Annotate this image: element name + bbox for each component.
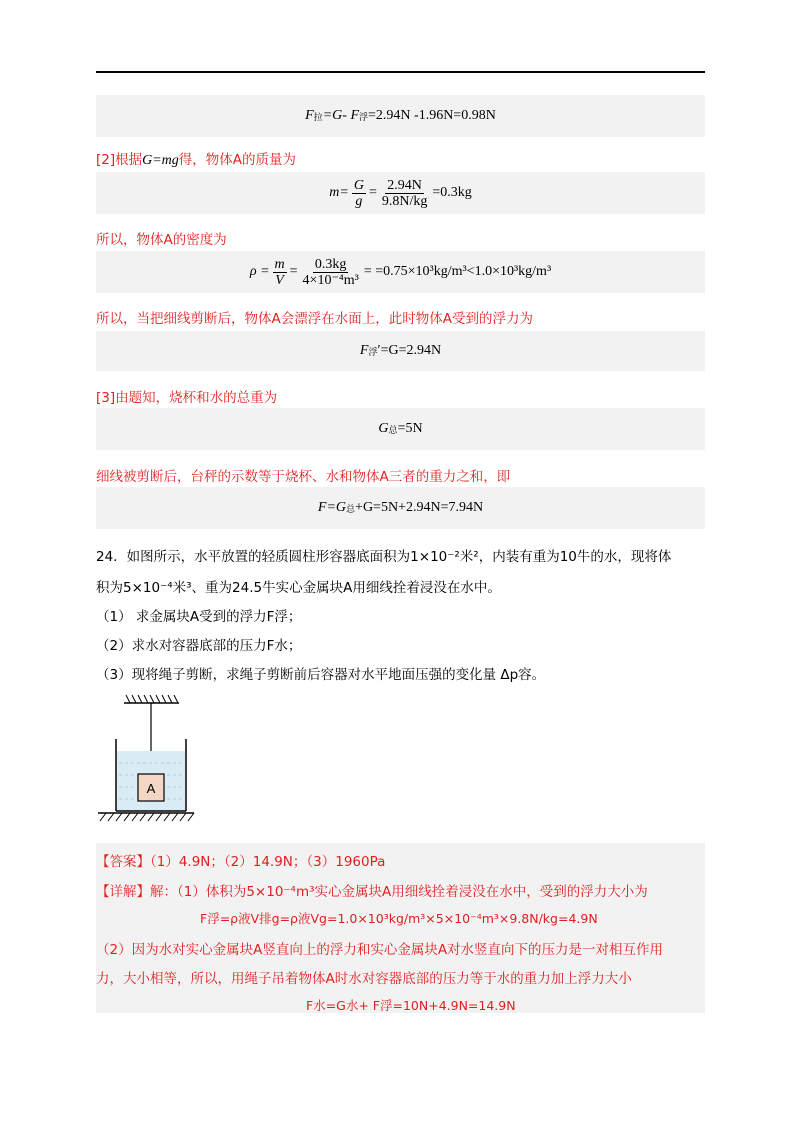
answer-detail-2a: （2）因为水对实心金属块A竖直向上的浮力和实心金属块A对水竖直向下的压力是一对相互作用 <box>96 942 664 958</box>
formula-tension-eq: =G- F <box>322 108 360 123</box>
fraction-m-over-v <box>273 257 287 288</box>
answer-buoyancy-formula: F浮=ρ液V排g=ρ液Vg=1.0×10³kg/m³×5×10⁻⁴m³×9.8N/kg=4.9N <box>200 911 598 926</box>
fraction-num: m <box>274 256 285 272</box>
formula-scale <box>96 487 705 529</box>
formula-float-lhs: F <box>359 343 369 358</box>
formula-density <box>96 251 705 293</box>
ceiling-support <box>124 695 179 703</box>
formula-total-weight <box>96 408 705 450</box>
formula-tension-f-sub: 浮 <box>359 111 369 122</box>
question-24-part1: （1） 求金属块A受到的浮力F浮； <box>96 609 302 625</box>
question-24-part2: （2）求水对容器底部的压力F水； <box>96 638 302 654</box>
answer-label: 【答案】（1）4.9N；（2）14.9N；（3）1960Pa <box>96 854 386 870</box>
formula-density-rhs: = =0.75×10³kg/m³<1.0×10³kg/m³ <box>363 264 552 279</box>
fraction-density-values <box>301 257 361 288</box>
step-density-text: 所以，物体A的密度为 <box>96 232 227 248</box>
answer-detail-2b: 力，大小相等，所以，用绳子吊着物体A时水对容器底部的压力等于水的重力加上浮力大小 <box>96 971 632 987</box>
question-24-line2: 积为5×10⁻⁴米³、重为24.5牛实心金属块A用细线拴着浸没在水中。 <box>96 580 501 596</box>
step-float-text: 所以，当把细线剪断后，物体A会漂浮在水面上，此时物体A受到的浮力为 <box>96 311 533 327</box>
formula-scale-lhs: F=G <box>317 500 347 515</box>
formula-mass <box>96 172 705 214</box>
fraction-g-over-g <box>352 178 366 209</box>
formula-total-lhs: G <box>378 421 389 436</box>
header-rule <box>96 71 705 73</box>
formula-float-sub: 浮 <box>368 346 378 357</box>
formula-mass-lhs: m= <box>329 185 349 200</box>
step-2-formula: G=mg <box>142 153 179 168</box>
fraction-values <box>380 178 430 209</box>
container-diagram <box>96 693 196 829</box>
formula-density-eq: = <box>289 264 298 279</box>
formula-float-rhs: ′=G=2.94N <box>377 343 442 358</box>
fraction-den: g <box>355 193 363 209</box>
block-label: A <box>146 781 156 796</box>
fraction-den: V <box>275 272 284 288</box>
step-3-text: [3]由题知，烧杯和水的总重为 <box>96 390 278 406</box>
formula-tension-lhs: F <box>305 108 314 123</box>
answer-detail-1: 【详解】解：（1）体积为5×10⁻⁴m³实心金属块A用细线拴着浸没在水中，受到的浮力大小为 <box>96 884 648 900</box>
formula-tension <box>96 95 705 137</box>
answer-block <box>96 843 705 1013</box>
fraction-den: 9.8N/kg <box>381 193 428 209</box>
formula-tension-lhs-sub: 拉 <box>313 111 323 122</box>
step-2-tail: 得，物体A的质量为 <box>178 152 297 168</box>
formula-total-sub: 总 <box>388 424 398 435</box>
formula-scale-rhs: +G=5N+2.94N=7.94N <box>355 500 484 515</box>
question-24-line1: 24．如图所示，水平放置的轻质圆柱形容器底面积为1×10⁻²米²，内装有重为10牛的水，现将体 <box>96 549 672 565</box>
fraction-num: 2.94N <box>387 177 422 193</box>
question-24-part3: （3）现将绳子剪断，求绳子剪断前后容器对水平地面压强的变化量 Δp容。 <box>96 667 546 683</box>
formula-density-lhs: ρ = <box>249 264 270 279</box>
step-scale-text: 细线被剪断后，台秤的示数等于烧杯、水和物体A三者的重力之和，即 <box>96 469 511 485</box>
formula-tension-rhs: =2.94N -1.96N=0.98N <box>368 108 496 123</box>
answer-pressure-formula: F水=G水+ F浮=10N+4.9N=14.9N <box>306 998 516 1013</box>
formula-float <box>96 331 705 371</box>
formula-scale-sub: 总 <box>346 503 356 514</box>
floor <box>98 813 194 821</box>
fraction-den: 4×10⁻⁴m³ <box>302 272 359 288</box>
fraction-num: 0.3kg <box>314 256 347 272</box>
step-2-text <box>96 148 296 169</box>
formula-mass-eq: = <box>368 185 377 200</box>
fraction-num: G <box>353 177 364 193</box>
formula-mass-rhs: =0.3kg <box>432 185 472 200</box>
step-2-label: [2]根据 <box>96 152 143 168</box>
formula-total-rhs: =5N <box>397 421 423 436</box>
